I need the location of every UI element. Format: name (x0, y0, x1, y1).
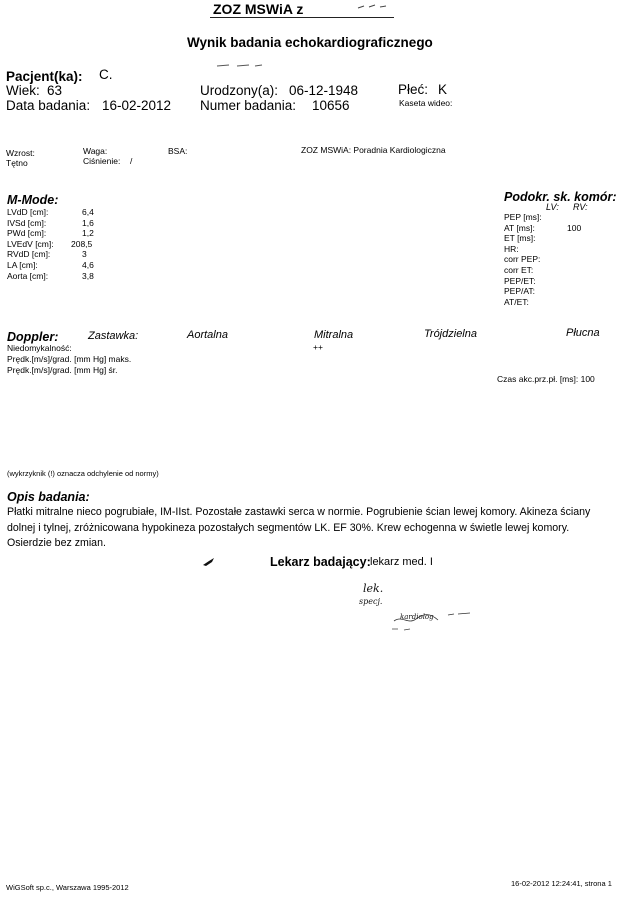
systolic-label: AT/ET: (504, 296, 529, 307)
mmode-label: RVdD [cm]: (7, 249, 51, 260)
mmode-value: 3 (82, 249, 87, 260)
mmode-title: M-Mode: (7, 193, 59, 207)
header-underline (210, 17, 394, 18)
systolic-label: PEP/AT: (504, 286, 536, 297)
systolic-labels (504, 212, 542, 307)
pressure-value: / (130, 156, 133, 166)
systolic-label: corr ET: (504, 264, 534, 275)
exam-number-value: 10656 (312, 98, 350, 113)
doppler-title: Doppler: (7, 330, 59, 344)
mmode-label: LVEdV [cm]: (7, 238, 54, 249)
systolic-label: AT [ms]: (504, 222, 535, 233)
organization-name: ZOZ MSWiA z (213, 1, 304, 17)
mmode-value: 1,2 (82, 228, 94, 239)
doppler-col-aortic: Aortalna (187, 329, 228, 341)
description-text: Płatki mitralne nieco pogrubiałe, IM-IIst. Pozostałe zastawki serca w normie. Pogrubienie ścian lewej komory. Akineza ściany dolnej i tylnej, zróżnicowana hypokineza pozostałych segmentów LK. EF 30%. Krew echogenna w świetle lewej komory. Osierdzie bez zmian. (7, 506, 591, 550)
doppler-col-pulmonary: Płucna (566, 327, 600, 339)
doppler-max-velocity-label: Prędk.[m/s]/grad. [mm Hg] maks. (7, 354, 132, 364)
redaction-mark (355, 2, 395, 12)
stamp-line-specj: specj. (359, 597, 383, 606)
print-date-footer: 16-02-2012 12:24:41, strona 1 (511, 879, 612, 888)
mmode-labels (7, 207, 54, 281)
mmode-label: LVdD [cm]: (7, 207, 49, 217)
exam-number-label: Numer badania: (200, 98, 297, 113)
mmode-label: IVSd [cm]: (7, 217, 47, 228)
systolic-label: corr PEP: (504, 254, 541, 265)
exam-date-label: Data badania: (6, 98, 91, 113)
clinic-name: ZOZ MSWiA: Poradnia Kardiologiczna (301, 145, 446, 155)
stamp-line-lek: lek. (363, 582, 384, 595)
systolic-label: PEP [ms]: (504, 212, 542, 222)
weight-label: Waga: (83, 146, 108, 156)
patient-name-value: C. (99, 67, 113, 82)
pen-mark (202, 557, 216, 567)
description-title: Opis badania: (7, 490, 90, 504)
mmode-label: LA [cm]: (7, 259, 38, 270)
signature (390, 605, 490, 635)
systolic-label: PEP/ET: (504, 275, 536, 286)
doppler-regurgitation-label: Niedomykalność: (7, 343, 72, 353)
age-label: Wiek: (6, 83, 40, 98)
born-label: Urodzony(a): (200, 83, 279, 98)
patient-name-label: Pacjent(ka): (6, 69, 83, 84)
systolic-col-lv: LV: (546, 202, 559, 212)
systolic-label: ET [ms]: (504, 233, 536, 244)
age-value: 63 (47, 83, 63, 98)
sex-value: K (438, 82, 448, 97)
systolic-title: Podokr. sk. komór: (504, 190, 617, 204)
born-value: 06-12-1948 (289, 83, 359, 98)
mmode-label: PWd [cm]: (7, 228, 47, 239)
doppler-col-tricuspid: Trójdzielna (424, 328, 477, 340)
pulse-label: Tętno (6, 158, 28, 168)
doppler-mean-velocity-label: Prędk.[m/s]/grad. [mm Hg] śr. (7, 365, 118, 375)
exam-date-value: 16-02-2012 (102, 98, 172, 113)
systolic-col-rv: RV: (573, 202, 588, 212)
pressure-label: Ciśnienie: (83, 156, 121, 166)
doppler-col-mitral: Mitralna (314, 329, 354, 341)
mmode-value: 6,4 (82, 207, 94, 217)
software-footer: WiGSoft sp.c., Warszawa 1995-2012 (6, 883, 129, 892)
systolic-label: HR: (504, 243, 519, 254)
mmode-values (71, 207, 94, 281)
mmode-value: 3,8 (82, 270, 94, 281)
doctor-label: Lekarz badający: (270, 555, 371, 569)
video-tape-label: Kaseta wideo: (399, 98, 453, 108)
mmode-label: Aorta [cm]: (7, 270, 49, 281)
mmode-value: 4,6 (82, 259, 94, 270)
sex-label: Płeć: (398, 82, 429, 97)
stamp-line-kardiolog: kardiolog (400, 613, 434, 621)
doppler-valve-label: Zastawka: (88, 330, 139, 342)
height-label: Wzrost: (6, 148, 35, 158)
doctor-name: lekarz med. I (370, 556, 433, 568)
systolic-at-lv-value: 100 (567, 222, 582, 233)
redaction-mark (215, 62, 265, 70)
pulmonary-acceleration-time: Czas akc.prz.pł. [ms]: 100 (497, 374, 595, 384)
mitral-regurgitation-value: ++ (313, 342, 323, 352)
bsa-label: BSA: (168, 146, 188, 156)
mmode-value: 208,5 (71, 238, 93, 249)
mmode-value: 1,6 (82, 217, 94, 228)
abnormal-values-note: (wykrzyknik (!) oznacza odchylenie od normy) (7, 469, 159, 478)
report-title: Wynik badania echokardiograficznego (187, 35, 433, 50)
